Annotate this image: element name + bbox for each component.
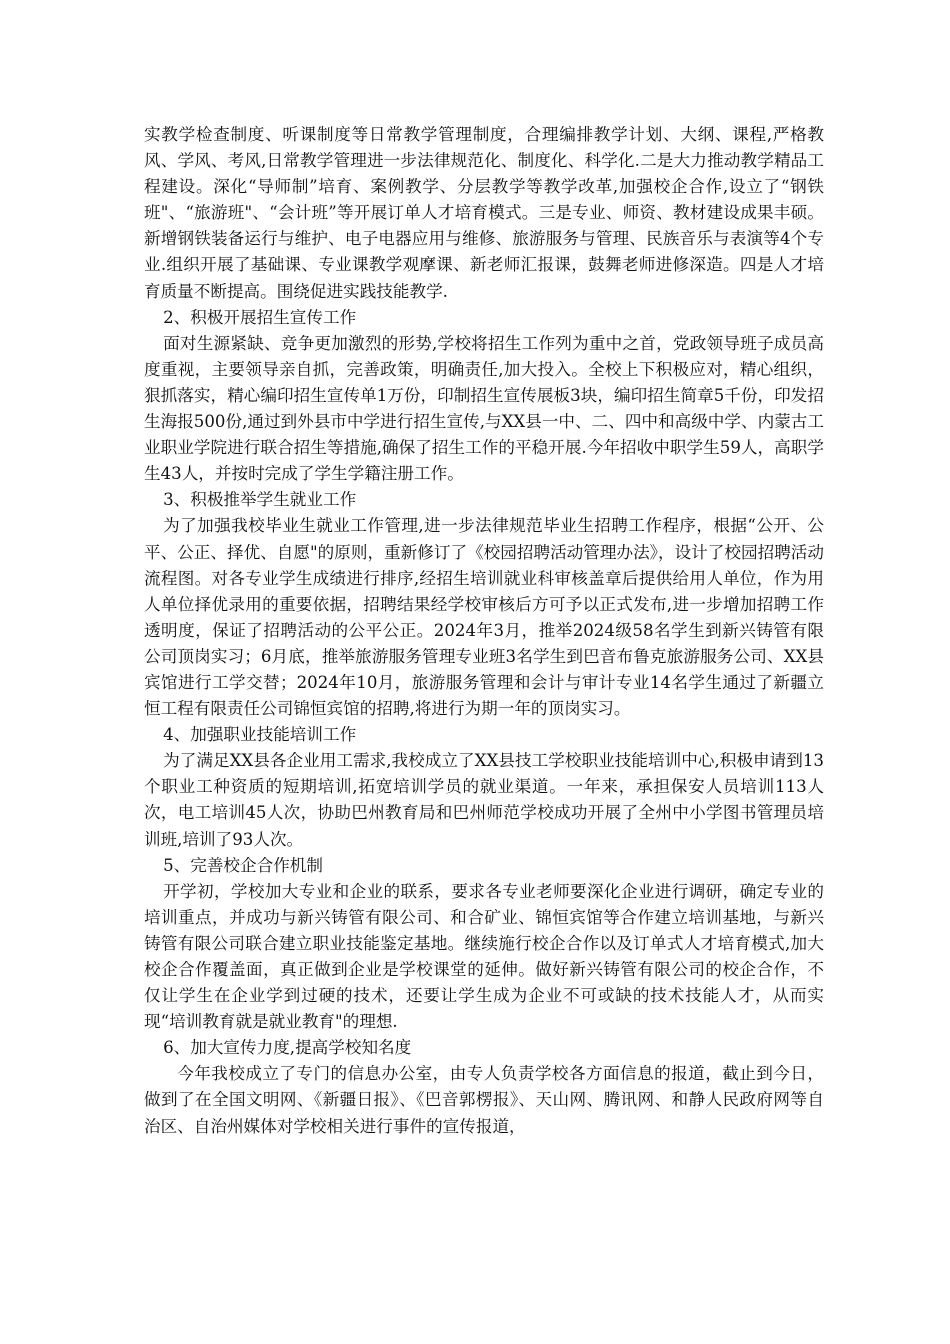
heading-skills-training: 4、加强职业技能培训工作 [163,725,357,745]
heading-school-enterprise: 5、完善校企合作机制 [163,855,323,875]
heading-enrollment: 2、积极开展招生宣传工作 [163,307,357,327]
paragraph-publicity: 今年我校成立了专门的信息办公室，由专人负责学校各方面信息的报道，截止到今日，做到了在全国文明网、《新疆日报》、《巴音郭楞报》、天山网、腾讯网、和静人民政府网等自治区、自治州媒体对学校相关进行事件的宣传报道， [144,1064,824,1136]
paragraph-school-enterprise: 开学初，学校加大专业和企业的联系，要求各专业老师要深化企业进行调研，确定专业的培训重点，并成功与新兴铸管有限公司、和合矿业、锦恒宾馆等合作建立培训基地，与新兴铸管有限公司联合建立职业技能鉴定基地。继续施行校企合作以及订单式人才培育模式,加大校企合作覆盖面，真正做到企业是学校课堂的延伸。做好新兴铸管有限公司的校企合作，不仅让学生在企业学到过硬的技术，还要让学生成为企业不可或缺的技术技能人才，从而实现“培训教育就是就业教育"的理想. [144,881,824,1032]
paragraph-enrollment: 面对生源紧缺、竞争更加激烈的形势,学校将招生工作列为重中之首，党政领导班子成员高度重视，主要领导亲自抓，完善政策，明确责任,加大投入。全校上下积极应对，精心组织，狠抓落实，精心编印招生宣传单1万份，印制招生宣传展板3块，编印招生简章5千份，印发招生海报500份,通过到外县市中学进行招生宣传,与XX县一中、二、四中和高级中学、内蒙古工业职业学院进行联合招生等措施,确保了招生工作的平稳开展.今年招收中职学生59人，高职学生43人，并按时完成了学生学籍注册工作。 [144,333,824,484]
heading-publicity: 6、加大宣传力度,提高学校知名度 [163,1038,412,1058]
heading-employment: 3、积极推举学生就业工作 [163,490,357,510]
paragraph-teaching-management: 实教学检查制度、听课制度等日常教学管理制度，合理编排教学计划、大纲、课程,严格教风、学风、考风,日常教学管理进一步法律规范化、制度化、科学化.二是大力推动教学精品工程建设。深化“导师制”培育、案例教学、分层教学等教学改革,加强校企合作,设立了“钢铁班"、“旅游班"、“会计班”等开展订单人才培育模式。三是专业、师资、教材建设成果丰硕。新增钢铁装备运行与维护、电子电器应用与维修、旅游服务与管理、民族音乐与表演等4个专业.组织开展了基础课、专业课教学观摩课、新老师汇报课，鼓舞老师进修深造。四是人才培育质量不断提高。围绕促进实践技能教学. [144,125,824,301]
document-page [144,122,824,1140]
paragraph-skills-training: 为了满足XX县各企业用工需求,我校成立了XX县技工学校职业技能培训中心,积极申请到13个职业工种资质的短期培训,拓宽培训学员的就业渠道。一年来，承担保安人员培训113人次，电工培训45人次，协助巴州教育局和巴州师范学校成功开展了全州中小学图书管理员培训班,培训了93人次。 [144,751,824,849]
paragraph-employment: 为了加强我校毕业生就业工作管理,进一步法律规范毕业生招聘工作程序，根据“公开、公平、公正、择优、自愿"的原则，重新修订了《校园招聘活动管理办法》，设计了校园招聘活动流程图。对各专业学生成绩进行排序,经招生培训就业科审核盖章后提供给用人单位，作为用人单位择优录用的重要依据，招聘结果经学校审核后方可予以正式发布,进一步增加招聘工作透明度，保证了招聘活动的公平公正。2024年3月，推举2024级58名学生到新兴铸管有限公司顶岗实习；6月底，推举旅游服务管理专业班3名学生到巴音布鲁克旅游服务公司、XX县宾馆进行工学交替；2024年10月，旅游服务管理和会计与审计专业14名学生通过了新疆立恒工程有限责任公司锦恒宾馆的招聘,将进行为期一年的顶岗实习。 [144,516,824,719]
